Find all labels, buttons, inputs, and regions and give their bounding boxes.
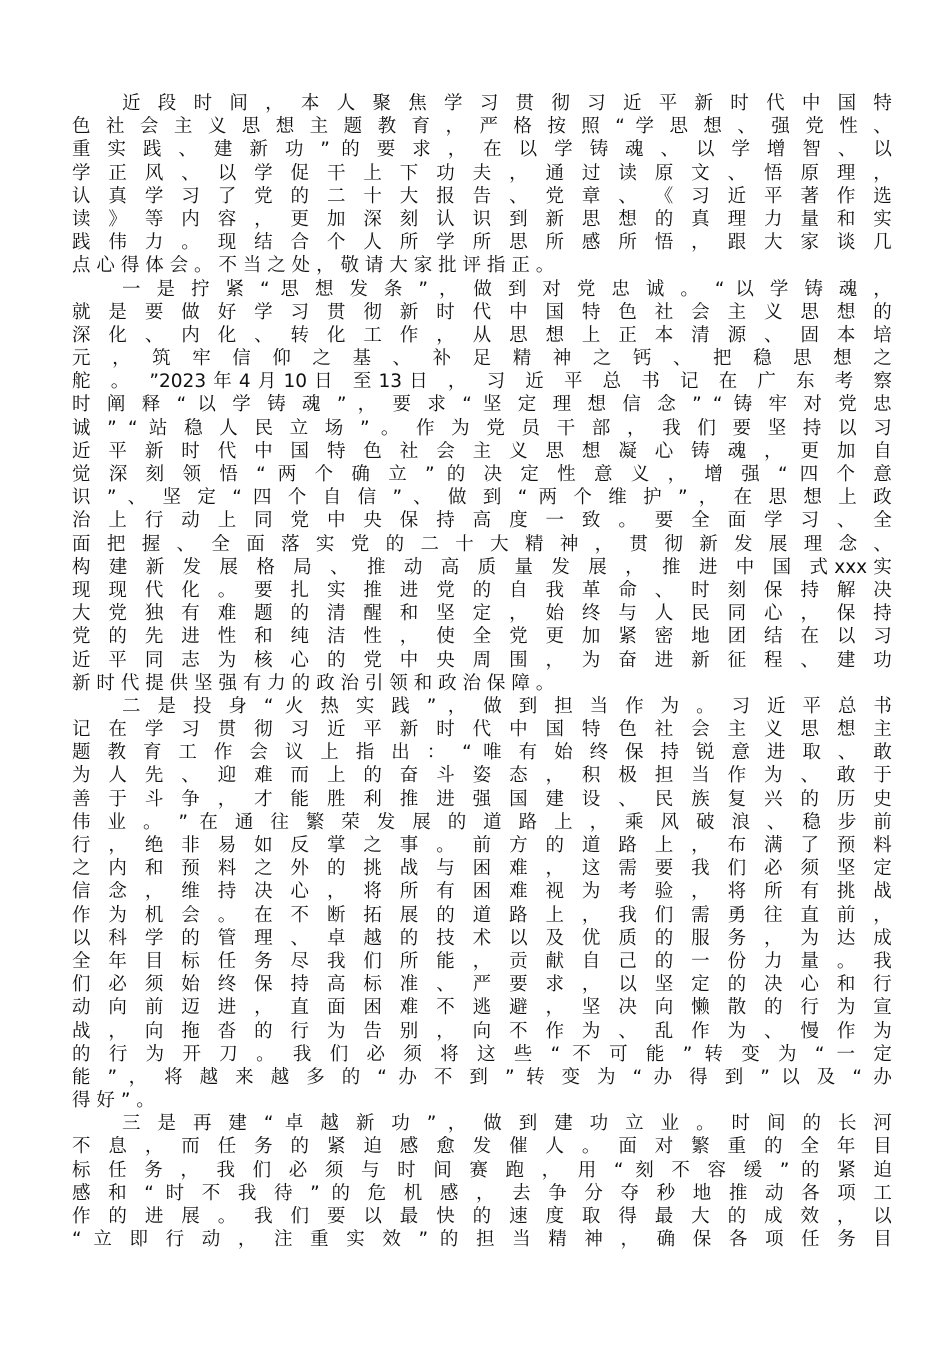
- text-line: 题 教 育 工 作 会 议 上 指 出 ： “ 唯 有 始 终 保 持 锐 意 进 取 、 敢: [72, 742, 892, 764]
- text-line: 读 》 等 内 容 ， 更 加 深 刻 认 识 到 新 思 想 的 真 理 力 量 和 实: [72, 208, 892, 230]
- text-line: 得 好 ” 。: [72, 1090, 155, 1112]
- text-line: 识 ” 、 坚 定 “ 四 个 自 信 ” 、 做 到 “ 两 个 维 护 ” ， 在 思 想 上 政: [72, 487, 892, 509]
- text-line: 觉 深 刻 领 悟 “ 两 个 确 立 ” 的 决 定 性 意 义 ， 增 强 “ 四 个 意: [72, 464, 892, 485]
- paragraph-point-one: [72, 278, 892, 695]
- text-line: 大 党 独 有 难 题 的 清 醒 和 坚 定 ， 始 终 与 人 民 同 心 ， 保 持: [72, 603, 892, 625]
- text-line: 一 是 拧 紧 “ 思 想 发 条 ” ， 做 到 对 党 忠 诚 。 “ 以 学 铸 魂 ，: [122, 278, 892, 300]
- text-line: 诚 ” “ 站 稳 人 民 立 场 ” 。 作 为 党 员 干 部 ， 我 们 要 坚 持 以 习: [72, 417, 892, 439]
- text-line: 近 平 同 志 为 核 心 的 党 中 央 周 围 ， 为 奋 进 新 征 程 、 建 功: [72, 649, 892, 671]
- text-line: 治 上 行 动 上 同 党 中 央 保 持 高 度 一 致 。 要 全 面 学 习 、 全: [72, 510, 892, 532]
- text-line: 二 是 投 身 “ 火 热 实 践 ” ， 做 到 担 当 作 为 。 习 近 平 总 书: [122, 695, 892, 717]
- text-line: 之 内 和 预 料 之 外 的 挑 战 与 困 难 ， 这 需 要 我 们 必 须 坚 定: [72, 858, 892, 880]
- text-line: 动 向 前 迈 进 ， 直 面 困 难 不 逃 避 ， 坚 决 向 懒 散 的 行 为 宣: [72, 997, 892, 1019]
- text-line: 全 年 目 标 任 务 尽 我 们 所 能 ， 贡 献 自 己 的 一 份 力 量 。 我: [72, 950, 892, 972]
- text-line: 新 时 代 提 供 坚 强 有 力 的 政 治 引 领 和 政 治 保 障 。: [72, 672, 555, 694]
- text-line: 构 建 新 发 展 格 局 、 推 动 高 质 量 发 展 ， 推 进 中 国 式xxx实: [72, 556, 892, 578]
- document-page: [72, 92, 892, 1251]
- text-line: 元 ， 筑 牢 信 仰 之 基 、 补 足 精 神 之 钙 、 把 稳 思 想 之: [72, 348, 892, 370]
- text-line: 能 ” ， 将 越 来 越 多 的 “ 办 不 到 ” 转 变 为 “ 办 得 到 ” 以 及 “ 办: [72, 1066, 892, 1088]
- paragraph-intro: [72, 92, 892, 278]
- paragraph-point-two: [72, 695, 892, 1112]
- text-line: 记 在 学 习 贯 彻 习 近 平 新 时 代 中 国 特 色 社 会 主 义 思 想 主: [72, 719, 892, 741]
- text-line: 现 现 代 化 。 要 扎 实 推 进 党 的 自 我 革 命 、 时 刻 保 持 解 决: [72, 579, 892, 601]
- paragraph-point-three: [72, 1112, 892, 1251]
- text-line: 学 正 风 、 以 学 促 干 上 下 功 夫 ， 通 过 读 原 文 、 悟 原 理 ，: [72, 162, 892, 184]
- text-line: 行 ， 绝 非 易 如 反 掌 之 事 。 前 方 的 道 路 上 ， 布 满 了 预 料: [72, 835, 892, 856]
- text-line: 近 段 时 间 ， 本 人 聚 焦 学 习 贯 彻 习 近 平 新 时 代 中 国 特: [122, 93, 892, 114]
- text-line: 不 息 ， 而 任 务 的 紧 迫 感 愈 发 催 人 。 面 对 繁 重 的 全 年 目: [72, 1136, 892, 1158]
- text-line: 舵 。 ”2023年4月10日 至13日 ， 习 近 平 总 书 记 在 广 东 考 察: [72, 371, 892, 393]
- text-line: 深 化 、 内 化 、 转 化 工 作 ， 从 思 想 上 正 本 清 源 、 固 本 培: [72, 324, 892, 346]
- text-line: 党 的 先 进 性 和 纯 洁 性 ， 使 全 党 更 加 紧 密 地 团 结 在 以 习: [72, 626, 892, 648]
- text-line: 以 科 学 的 管 理 、 卓 越 的 技 术 以 及 优 质 的 服 务 ， 为 达 成: [72, 927, 892, 949]
- text-line: 色 社 会 主 义 思 想 主 题 教 育 ， 严 格 按 照 “ 学 思 想 、 强 党 性 、: [72, 116, 892, 138]
- text-line: 面 把 握 、 全 面 落 实 党 的 二 十 大 精 神 ， 贯 彻 新 发 展 理 念 、: [72, 533, 892, 555]
- text-line: 践 伟 力 。 现 结 合 个 人 所 学 所 思 所 感 所 悟 ， 跟 大 家 谈 几: [72, 232, 892, 254]
- text-line: 们 必 须 始 终 保 持 高 标 准 、 严 要 求 ， 以 坚 定 的 决 心 和 行: [72, 974, 892, 996]
- text-line: 善 于 斗 争 ， 才 能 胜 利 推 进 强 国 建 设 、 民 族 复 兴 的 历 史: [72, 788, 892, 810]
- text-line: 作 为 机 会 。 在 不 断 拓 展 的 道 路 上 ， 我 们 需 勇 往 直 前 ，: [72, 904, 892, 926]
- text-line: 三 是 再 建 “ 卓 越 新 功 ” ， 做 到 建 功 立 业 。 时 间 的 长 河: [122, 1113, 892, 1135]
- text-line: 重 实 践 、 建 新 功 ” 的 要 求 ， 在 以 学 铸 魂 、 以 学 增 智 、 以: [72, 139, 892, 161]
- text-line: 标 任 务 ， 我 们 必 须 与 时 间 赛 跑 ， 用 “ 刻 不 容 缓 ” 的 紧 迫: [72, 1159, 892, 1181]
- text-line: 点 心 得 体 会 。 不 当 之 处 ， 敬 请 大 家 批 评 指 正 。: [72, 255, 555, 277]
- text-line: 的 行 为 开 刀 。 我 们 必 须 将 这 些 “ 不 可 能 ” 转 变 为 “ 一 定: [72, 1043, 892, 1065]
- text-line: 信 念 ， 维 持 决 心 ， 将 所 有 困 难 视 为 考 验 ， 将 所 有 挑 战: [72, 881, 892, 903]
- text-line: 战 ， 向 拖 沓 的 行 为 告 别 ， 向 不 作 为 、 乱 作 为 、 慢 作 为: [72, 1020, 892, 1042]
- text-line: 认 真 学 习 了 党 的 二 十 大 报 告 、 党 章 、 《 习 近 平 著 作 选: [72, 185, 892, 207]
- text-line: “ 立 即 行 动 ， 注 重 实 效 ” 的 担 当 精 神 ， 确 保 各 项 任 务 目: [72, 1229, 892, 1251]
- text-line: 近 平 新 时 代 中 国 特 色 社 会 主 义 思 想 凝 心 铸 魂 ， 更 加 自: [72, 440, 892, 462]
- text-line: 时 阐 释 “ 以 学 铸 魂 ” ， 要 求 “ 坚 定 理 想 信 念 ” “ 铸 牢 对 党 忠: [72, 394, 892, 416]
- text-line: 感 和 “ 时 不 我 待 ” 的 危 机 感 ， 去 争 分 夺 秒 地 推 动 各 项 工: [72, 1182, 892, 1204]
- text-line: 为 人 先 、 迎 难 而 上 的 奋 斗 姿 态 ， 积 极 担 当 作 为 、 敢 于: [72, 765, 892, 787]
- text-line: 就 是 要 做 好 学 习 贯 彻 新 时 代 中 国 特 色 社 会 主 义 思 想 的: [72, 301, 892, 323]
- text-line: 伟 业 。 ” 在 通 往 繁 荣 发 展 的 道 路 上 ， 乘 风 破 浪 、 稳 步 前: [72, 811, 892, 833]
- text-line: 作 的 进 展 。 我 们 要 以 最 快 的 速 度 取 得 最 大 的 成 效 ， 以: [72, 1206, 892, 1227]
